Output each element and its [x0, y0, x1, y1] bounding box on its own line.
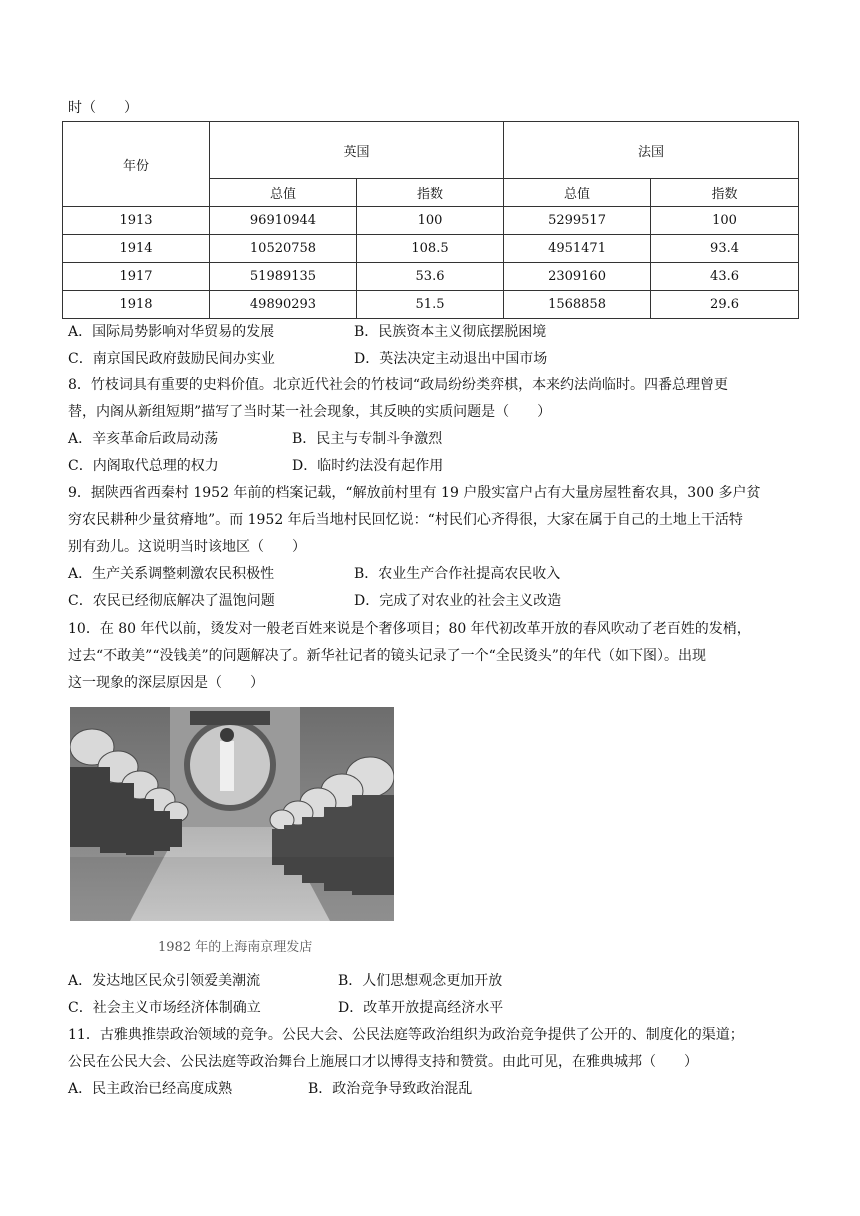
q10-stem-line3: 这一现象的深层原因是（ ） — [68, 675, 264, 691]
photo-caption: 1982 年的上海南京理发店 — [158, 940, 313, 955]
cell-uk-index: 100 — [357, 207, 504, 235]
q7-option-c[interactable]: C．南京国民政府鼓励民间办实业 — [68, 351, 275, 367]
q10-options-row2 — [68, 998, 503, 1018]
q10-option-a[interactable]: A．发达地区民众引领爱美潮流 — [68, 973, 261, 989]
q10-option-b[interactable]: B．人们思想观念更加开放 — [338, 973, 503, 989]
q8-option-c[interactable]: C．内阁取代总理的权力 — [68, 458, 219, 474]
cell-uk-total: 51989135 — [210, 263, 357, 291]
q8-option-d[interactable]: D．临时约法没有起作用 — [292, 458, 444, 474]
q8-options-row2 — [68, 456, 443, 476]
q8-option-a[interactable]: A．辛亥革命后政局动荡 — [68, 431, 219, 447]
cell-fr-total: 2309160 — [504, 263, 651, 291]
cell-uk-total: 49890293 — [210, 291, 357, 319]
q9-options-row2 — [68, 591, 561, 611]
cell-fr-index: 29.6 — [651, 291, 799, 319]
cell-fr-total: 5299517 — [504, 207, 651, 235]
cell-year: 1914 — [63, 235, 210, 263]
q7-option-a[interactable]: A．国际局势影响对华贸易的发展 — [68, 324, 275, 340]
question-7-stem-tail: 时（ ） — [68, 100, 138, 116]
cell-fr-index: 93.4 — [651, 235, 799, 263]
subheader-uk-index: 指数 — [357, 179, 504, 207]
cell-fr-index: 43.6 — [651, 263, 799, 291]
q9-stem-line3: 别有劲儿。这说明当时该地区（ ） — [68, 539, 306, 555]
cell-fr-total: 1568858 — [504, 291, 651, 319]
q7-options-row1 — [68, 322, 546, 342]
cell-year: 1918 — [63, 291, 210, 319]
q10-option-d[interactable]: D．改革开放提高经济水平 — [338, 1000, 504, 1016]
subheader-uk-total: 总值 — [210, 179, 357, 207]
q7-options-row2 — [68, 349, 547, 369]
q9-option-b[interactable]: B．农业生产合作社提高农民收入 — [354, 566, 561, 582]
trade-table — [62, 121, 799, 319]
cell-uk-total: 10520758 — [210, 235, 357, 263]
q9-option-a[interactable]: A．生产关系调整刺激农民积极性 — [68, 566, 275, 582]
q11-options-row1 — [68, 1079, 472, 1099]
subheader-fr-index: 指数 — [651, 179, 799, 207]
q11-stem-line1: 11．古雅典推崇政治领域的竞争。公民大会、公民法庭等政治组织为政治竞争提供了公开的、制度化的渠道； — [68, 1027, 744, 1043]
q11-option-a[interactable]: A．民主政治已经高度成熟 — [68, 1081, 233, 1097]
q9-option-c[interactable]: C．农民已经彻底解决了温饱问题 — [68, 593, 275, 609]
barbershop-photo-illustration — [70, 707, 394, 921]
q10-options-row1 — [68, 971, 502, 991]
q8-option-b[interactable]: B．民主与专制斗争激烈 — [292, 431, 443, 447]
q11-option-b[interactable]: B．政治竞争导致政治混乱 — [308, 1081, 473, 1097]
q9-option-d[interactable]: D．完成了对农业的社会主义改造 — [354, 593, 562, 609]
barbershop-photo — [70, 707, 394, 921]
cell-year: 1917 — [63, 263, 210, 291]
cell-uk-index: 108.5 — [357, 235, 504, 263]
q10-stem-line1: 10．在 80 年代以前，烫发对一般老百姓来说是个奢侈项目；80 年代初改革开放的春风吹动了老百姓的发梢， — [68, 621, 751, 637]
q11-stem-line2: 公民在公民大会、公民法庭等政治舞台上施展口才以博得支持和赞赏。由此可见，在雅典城邦（ ） — [68, 1054, 698, 1070]
q10-stem-line2: 过去“不敢美”“没钱美”的问题解决了。新华社记者的镜头记录了一个“全民烫头”的年代（如下图）。出现 — [68, 648, 706, 664]
table-row — [63, 235, 799, 263]
table-row — [63, 207, 799, 235]
cell-year: 1913 — [63, 207, 210, 235]
table-row — [63, 263, 799, 291]
q8-stem-line2: 替，内阁从新组短期”描写了当时某一社会现象，其反映的实质问题是（ ） — [68, 404, 552, 420]
q9-options-row1 — [68, 564, 560, 584]
table-row — [63, 291, 799, 319]
header-year: 年份 — [63, 122, 210, 207]
cell-uk-index: 53.6 — [357, 263, 504, 291]
q9-stem-line1: 9．据陕西省西秦村 1952 年前的档案记载，“解放前村里有 19 户殷实富户占有大量房屋牲畜农具，300 多户贫 — [68, 485, 761, 501]
q8-options-row1 — [68, 429, 442, 449]
subheader-fr-total: 总值 — [504, 179, 651, 207]
q10-option-c[interactable]: C．社会主义市场经济体制确立 — [68, 1000, 261, 1016]
header-france: 法国 — [504, 122, 799, 179]
q7-option-b[interactable]: B．民族资本主义彻底摆脱困境 — [354, 324, 547, 340]
q9-stem-line2: 穷农民耕种少量贫瘠地”。而 1952 年后当地村民回忆说：“村民们心齐得很，大家在属于自己的土地上干活特 — [68, 512, 743, 528]
cell-fr-total: 4951471 — [504, 235, 651, 263]
header-uk: 英国 — [210, 122, 504, 179]
cell-fr-index: 100 — [651, 207, 799, 235]
cell-uk-total: 96910944 — [210, 207, 357, 235]
cell-uk-index: 51.5 — [357, 291, 504, 319]
q8-stem-line1: 8．竹枝词具有重要的史料价值。北京近代社会的竹枝词“政局纷纷类弈棋，本来约法尚临时。四番总理曾更 — [68, 377, 729, 393]
q7-option-d[interactable]: D．英法决定主动退出中国市场 — [354, 351, 548, 367]
